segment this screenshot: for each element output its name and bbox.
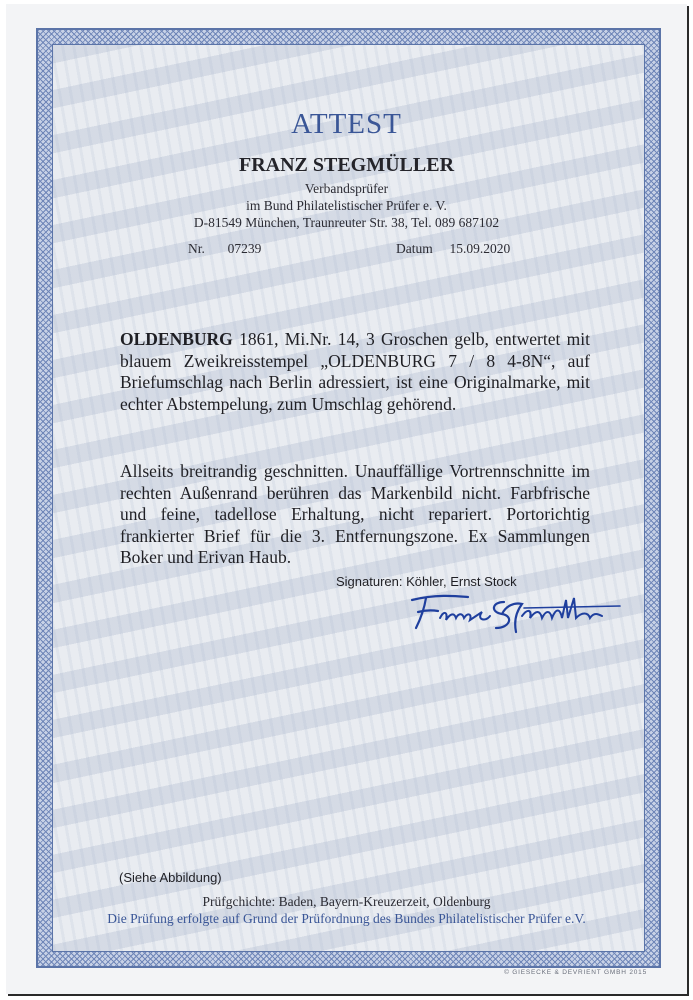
examiner-name: FRANZ STEGMÜLLER [238,154,455,176]
document-title: ATTEST [291,108,402,140]
examiner-association: im Bund Philatelistischer Prüfer e. V. [246,198,447,213]
number-value: 07239 [227,241,262,256]
date-label: Datum [396,241,433,256]
signature-text [6,4,7,5]
stamp-description: 1861, Mi.Nr. 14, 3 Groschen gelb, entwertet mit blauem Zweikreisstempel „OLDENBURG 7 / 8 4-8N“, auf Briefumschlag nach Berlin adressiert, ist eine Originalmarke, mit echter Abstempelung, zum Umschlag gehörend. [120,329,590,414]
see-image-note: (Siehe Abbildung) [119,870,222,885]
certificate-number [188,241,261,257]
description-paragraph [120,329,590,415]
handwritten-signature [406,588,626,636]
examination-regulation: Die Prüfung erfolgte auf Grund der Prüfordnung des Bundes Philatelistischer Prüfer e.V. [107,911,586,926]
stamp-origin: OLDENBURG [120,329,233,349]
date-value: 15.09.2020 [449,241,511,256]
certificate-date [396,241,510,257]
printer-imprint: © GIESECKE & DEVRIENT GMBH 2015 [504,969,647,976]
examination-history: Prüfgchichte: Baden, Bayern-Kreuzerzeit, Oldenburg [202,894,491,909]
examiner-role: Verbandsprüfer [304,181,389,196]
condition-paragraph: Allseits breitrandig geschnitten. Unauffällige Vortrennschnitte im rechten Außenrand berühren das Markenbild nicht. Farbfrische und feine, tadellose Erhaltung, nicht repariert. Portorichtig frankierter Brief für die 3. Entfernungszone. Ex Sammlungen Boker und Erivan Haub. [120,461,590,567]
examiner-address: D-81549 München, Traunreuter Str. 38, Tel. 089 687102 [193,215,500,230]
signatures-line: Signaturen: Köhler, Ernst Stock [336,574,517,589]
number-label: Nr. [188,241,205,256]
certificate-sheet [6,4,687,994]
